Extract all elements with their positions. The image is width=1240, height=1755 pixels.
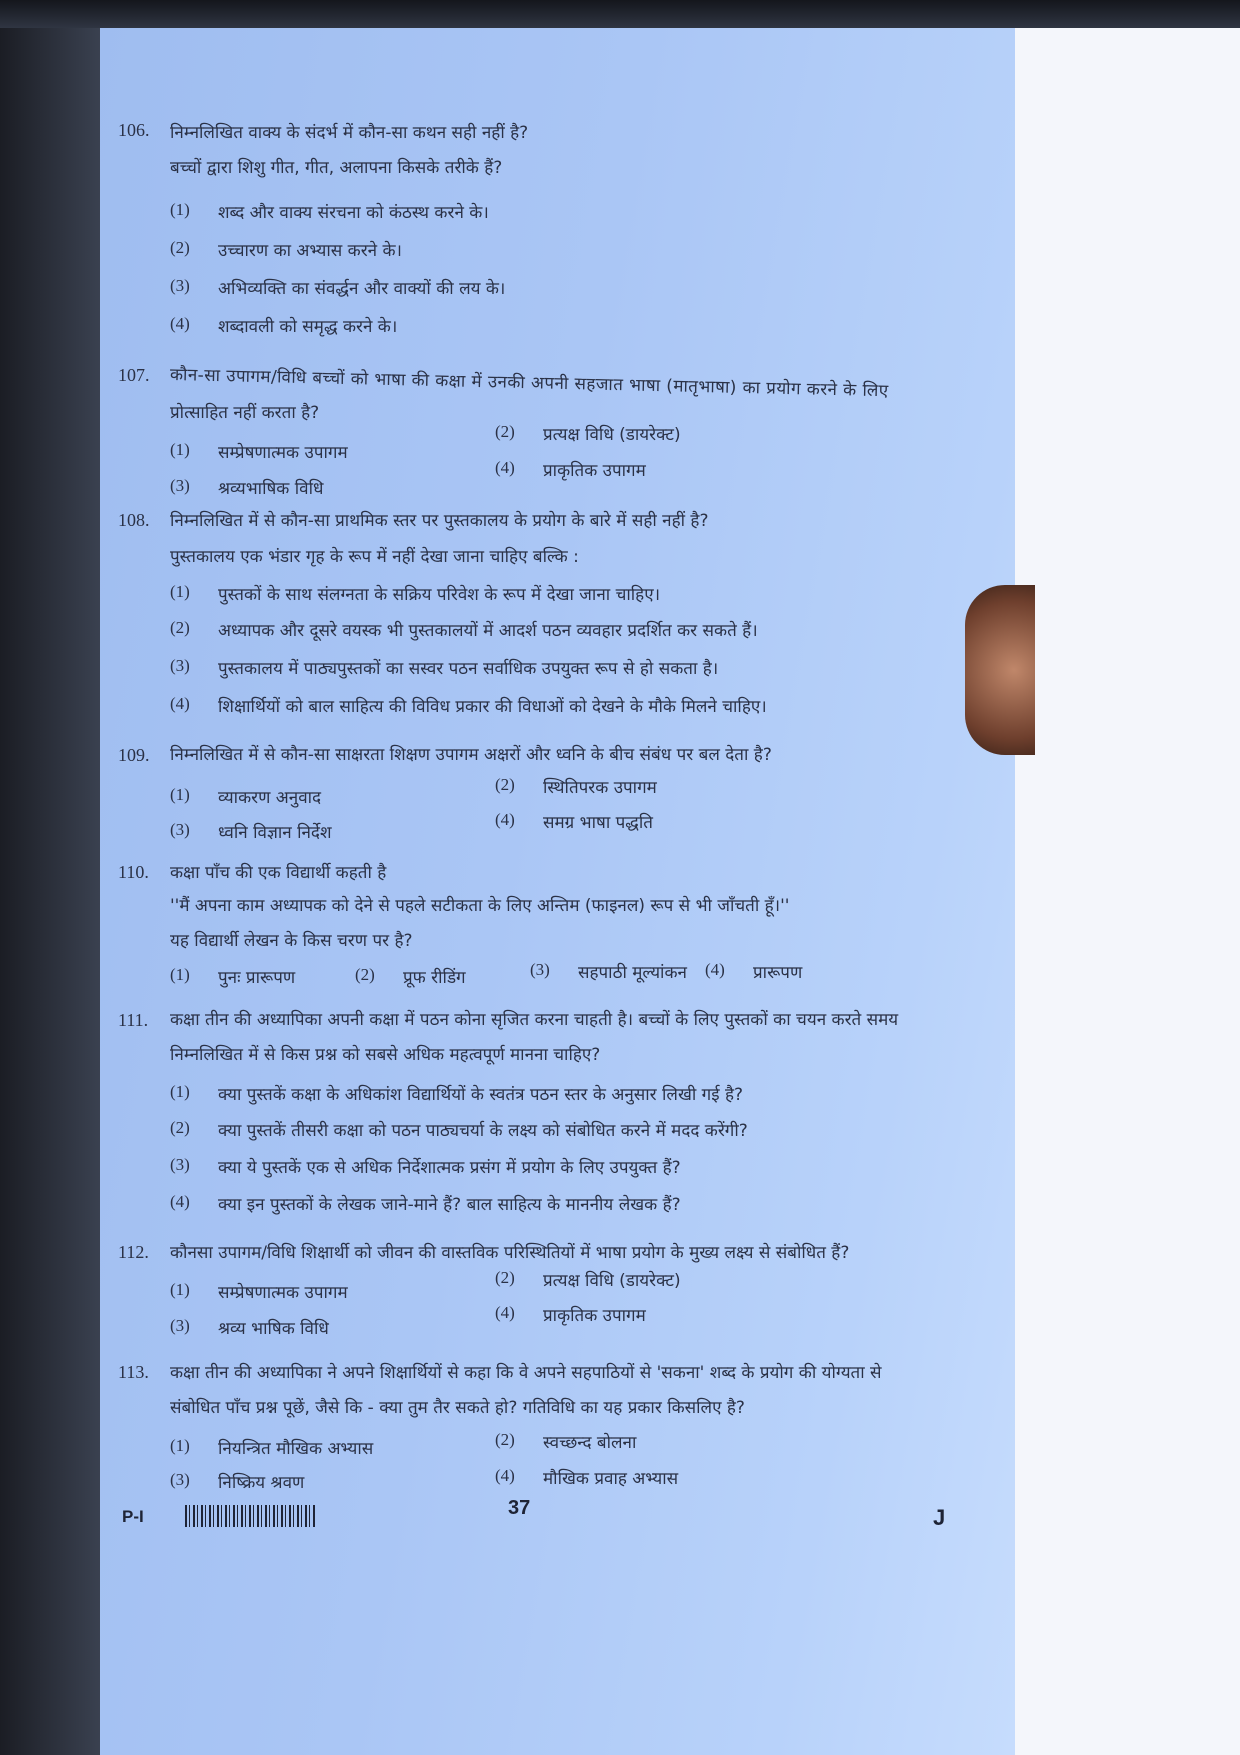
option-text: प्रत्यक्ष विधि (डायरेक्ट) (543, 1271, 681, 1291)
option-number: (2) (495, 1268, 515, 1287)
option-number: (1) (170, 200, 190, 219)
set-letter: J (933, 1505, 946, 1530)
option-text: शिक्षार्थियों को बाल साहित्य की विविध प्रकार की विधाओं को देखने के मौके मिलने चाहिए। (218, 697, 767, 717)
option-number: (3) (530, 960, 550, 979)
paper-code: P-I (122, 1507, 144, 1526)
option-number: (3) (170, 656, 190, 675)
option-number: (2) (355, 965, 375, 984)
option-number: (4) (170, 694, 190, 713)
option-number: (1) (170, 582, 190, 601)
option-number: (4) (170, 314, 190, 333)
option-text: क्या पुस्तकें कक्षा के अधिकांश विद्यार्थियों के स्वतंत्र पठन स्तर के अनुसार लिखी गई है? (218, 1085, 744, 1105)
option-text: पुस्तकों के साथ संलग्नता के सक्रिय परिवेश के रूप में देखा जाना चाहिए। (218, 585, 661, 605)
question-stem: ''मैं अपना काम अध्यापक को देने से पहले सटीकता के लिए अन्तिम (फाइनल) रूप से भी जाँचती हूँ।'' (170, 896, 790, 916)
option-text: शब्दावली को समृद्ध करने के। (218, 317, 398, 337)
option-number: (4) (495, 1303, 515, 1322)
question-number: 108. (118, 510, 150, 530)
option-number: (1) (170, 1280, 190, 1299)
question-number: 110. (118, 862, 149, 882)
question-stem: निम्नलिखित वाक्य के संदर्भ में कौन-सा कथन सही नहीं है? (170, 123, 529, 143)
question-stem: पुस्तकालय एक भंडार गृह के रूप में नहीं देखा जाना चाहिए बल्कि : (170, 547, 579, 567)
question-stem: प्रोत्साहित नहीं करता है? (170, 403, 320, 423)
question-stem: संबोधित पाँच प्रश्न पूछें, जैसे कि - क्या तुम तैर सकते हो? गतिविधि का यह प्रकार किसलिए है? (170, 1398, 745, 1418)
background-top (0, 0, 1240, 28)
option-number: (4) (495, 458, 515, 477)
option-text: समग्र भाषा पद्धति (543, 813, 653, 833)
option-number: (4) (705, 960, 725, 979)
option-number: (2) (495, 775, 515, 794)
question-stem: निम्नलिखित में से कौन-सा साक्षरता शिक्षण उपागम अक्षरों और ध्वनि के बीच संबंध पर बल देता है? (170, 745, 772, 765)
option-text: पुनः प्रारूपण (218, 968, 296, 988)
question-number: 113. (118, 1362, 149, 1382)
option-number: (4) (170, 1192, 190, 1211)
option-text: श्रव्य भाषिक विधि (218, 1319, 329, 1339)
option-number: (2) (495, 1430, 515, 1449)
option-text: अभिव्यक्ति का संवर्द्धन और वाक्यों की लय के। (218, 279, 506, 299)
option-text: ध्वनि विज्ञान निर्देश (218, 823, 332, 843)
option-number: (2) (170, 618, 190, 637)
option-number: (1) (170, 1436, 190, 1455)
question-stem: यह विद्यार्थी लेखन के किस चरण पर है? (170, 931, 413, 951)
option-text: सहपाठी मूल्यांकन (578, 963, 687, 983)
option-number: (3) (170, 820, 190, 839)
question-stem: निम्नलिखित में से कौन-सा प्राथमिक स्तर पर पुस्तकालय के प्रयोग के बारे में सही नहीं है? (170, 511, 709, 531)
option-number: (4) (495, 1466, 515, 1485)
question-stem: कौनसा उपागम/विधि शिक्षार्थी को जीवन की वास्तविक परिस्थितियों में भाषा प्रयोग के मुख्य लक्ष्य से संबोधित हैं? (170, 1243, 850, 1263)
option-text: क्या ये पुस्तकें एक से अधिक निर्देशात्मक प्रसंग में प्रयोग के लिए उपयुक्त हैं? (218, 1158, 681, 1178)
option-text: व्याकरण अनुवाद (218, 788, 322, 808)
option-number: (3) (170, 1470, 190, 1489)
question-stem: कक्षा तीन की अध्यापिका अपनी कक्षा में पठन कोना सृजित करना चाहती है। बच्चों के लिए पुस्तकों का चयन करते समय (170, 1010, 899, 1030)
option-text: मौखिक प्रवाह अभ्यास (543, 1469, 679, 1489)
question-stem: कौन-सा उपागम/विधि बच्चों को भाषा की कक्षा में उनकी अपनी सहजात भाषा (मातृभाषा) का प्रयोग करने के लिए (169, 365, 889, 402)
option-text: स्वच्छन्द बोलना (543, 1433, 637, 1453)
option-number: (3) (170, 1155, 190, 1174)
option-number: (1) (170, 1082, 190, 1101)
option-number: (3) (170, 476, 190, 495)
page-number: 37 (508, 1497, 531, 1519)
option-text: सम्प्रेषणात्मक उपागम (218, 1283, 348, 1303)
question-number: 106. (118, 120, 150, 140)
option-text: पुस्तकालय में पाठ्यपुस्तकों का सस्वर पठन सर्वाधिक उपयुक्त रूप से हो सकता है। (218, 659, 719, 679)
option-text: उच्चारण का अभ्यास करने के। (218, 241, 402, 261)
finger (965, 585, 1035, 755)
question-stem: कक्षा तीन की अध्यापिका ने अपने शिक्षार्थियों से कहा कि वे अपने सहपाठियों से 'सकना' शब्द के प्रयोग की योग्यता से (170, 1363, 882, 1383)
option-number: (3) (170, 1316, 190, 1335)
option-text: सम्प्रेषणात्मक उपागम (218, 443, 348, 463)
option-number: (2) (170, 238, 190, 257)
option-text: प्रारूपण (753, 963, 803, 983)
question-stem: निम्नलिखित में से किस प्रश्न को सबसे अधिक महत्वपूर्ण मानना चाहिए? (170, 1045, 601, 1065)
option-number: (2) (495, 422, 515, 441)
option-number: (4) (495, 810, 515, 829)
option-number: (1) (170, 965, 190, 984)
option-text: प्रूफ रीडिंग (403, 968, 466, 988)
question-number: 107. (118, 365, 150, 385)
question-stem: बच्चों द्वारा शिशु गीत, गीत, अलापना किसके तरीके हैं? (170, 158, 503, 178)
option-text: क्या इन पुस्तकों के लेखक जाने-माने हैं? बाल साहित्य के माननीय लेखक हैं? (218, 1195, 681, 1215)
option-number: (3) (170, 276, 190, 295)
option-text: प्राकृतिक उपागम (543, 1306, 646, 1326)
option-number: (1) (170, 440, 190, 459)
option-text: निष्क्रिय श्रवण (218, 1473, 305, 1493)
background-left (0, 0, 100, 1755)
option-number: (2) (170, 1118, 190, 1137)
option-text: प्रत्यक्ष विधि (डायरेक्ट) (543, 425, 681, 445)
option-text: स्थितिपरक उपागम (543, 778, 657, 798)
question-number: 109. (118, 745, 150, 765)
option-text: क्या पुस्तकें तीसरी कक्षा को पठन पाठ्यचर्या के लक्ष्य को संबोधित करने में मदद करेंगी? (218, 1121, 748, 1141)
option-text: अध्यापक और दूसरे वयस्क भी पुस्तकालयों में आदर्श पठन व्यवहार प्रदर्शित कर सकते हैं। (218, 621, 758, 641)
option-number: (1) (170, 785, 190, 804)
barcode (185, 1505, 315, 1527)
option-text: शब्द और वाक्य संरचना को कंठस्थ करने के। (218, 203, 489, 223)
question-number: 112. (118, 1242, 149, 1262)
option-text: प्राकृतिक उपागम (543, 461, 646, 481)
option-text: श्रव्यभाषिक विधि (218, 479, 324, 499)
question-stem: कक्षा पाँच की एक विद्यार्थी कहती है (170, 863, 387, 883)
question-number: 111. (118, 1010, 149, 1030)
option-text: नियन्त्रित मौखिक अभ्यास (218, 1439, 374, 1459)
